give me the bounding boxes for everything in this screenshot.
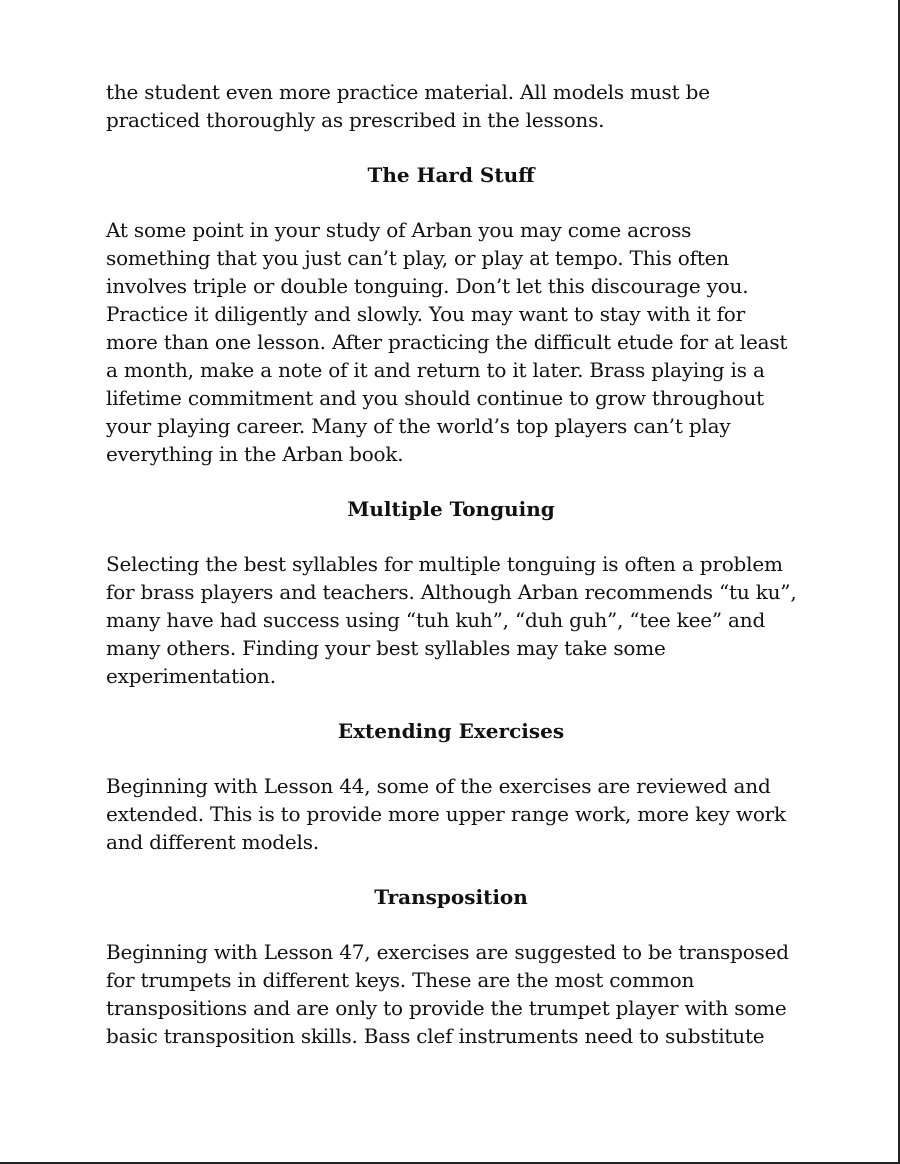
section-heading-hard-stuff: The Hard Stuff: [367, 163, 535, 187]
section-body-transposition: Beginning with Lesson 47, exercises are suggested to be transposed for trumpets in different keys. These are the most common transpositions and are only to provide the trumpet player with some basic transposition skills. Bass clef instruments need to substitute: [106, 940, 789, 1048]
section-body-multiple-tonguing: Selecting the best syllables for multiple tonguing is often a problem for brass players and teachers. Although Arban recommends “tu ku”, many have had success using “tuh kuh”, “duh guh”, “tee kee” and many others. Finding your best syllables may take some experimentation.: [106, 552, 797, 688]
section-heading-transposition: Transposition: [374, 885, 528, 909]
document-page: [106, 78, 806, 1050]
section-body-hard-stuff: At some point in your study of Arban you may come across something that you just can’t play, or play at tempo. This often involves triple or double tonguing. Don’t let this discourage you. Practice it diligently and slowly. You may want to stay with it for more than one lesson. After practicing the difficult etude for at least a month, make a note of it and return to it later. Brass playing is a lifetime commitment and you should continue to grow throughout your playing career. Many of the world’s top players can’t play everything in the Arban book.: [106, 218, 788, 466]
section-heading-extending-exercises: Extending Exercises: [337, 719, 565, 743]
section-body-extending-exercises: Beginning with Lesson 44, some of the exercises are reviewed and extended. This is to provide more upper range work, more key work and different models.: [106, 774, 786, 854]
intro-paragraph: the student even more practice material. All models must be practiced thoroughly as prescribed in the lessons.: [106, 80, 710, 132]
section-heading-multiple-tonguing: Multiple Tonguing: [347, 497, 555, 521]
